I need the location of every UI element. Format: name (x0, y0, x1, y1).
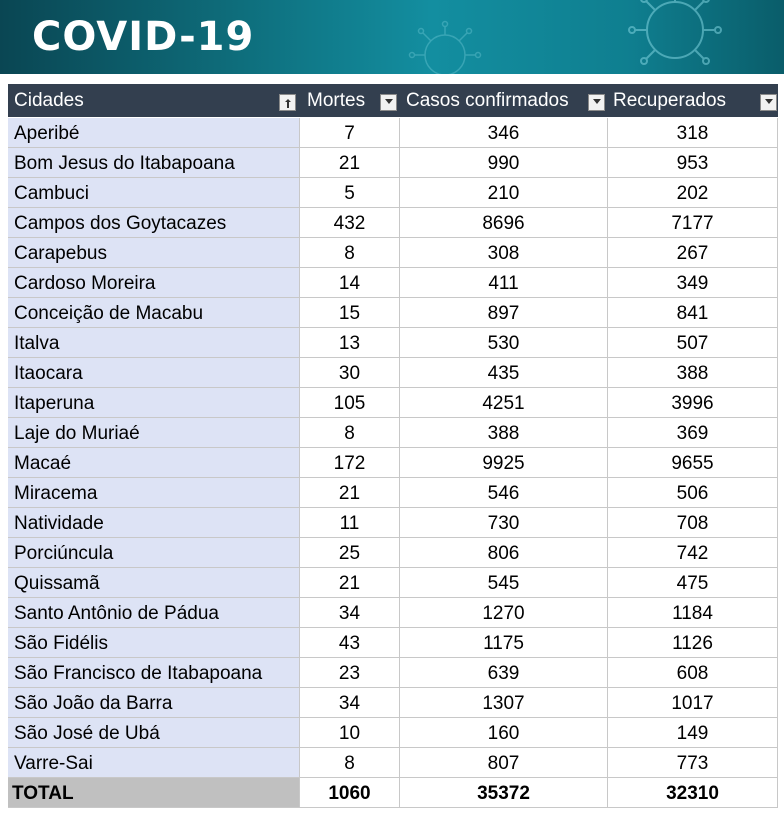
table-row (8, 478, 778, 508)
recovered-cell[interactable]: 1126 (608, 628, 778, 658)
confirmed-cell[interactable]: 308 (400, 238, 608, 268)
table-row (8, 418, 778, 448)
deaths-cell[interactable]: 21 (300, 568, 400, 598)
table-header-row (8, 84, 778, 117)
table-row (8, 448, 778, 478)
city-cell[interactable]: Miracema (8, 478, 300, 508)
city-cell[interactable]: Aperibé (8, 118, 300, 148)
city-cell[interactable]: São Fidélis (8, 628, 300, 658)
recovered-cell[interactable]: 202 (608, 178, 778, 208)
table-row (8, 238, 778, 268)
deaths-cell[interactable]: 14 (300, 268, 400, 298)
city-cell[interactable]: Macaé (8, 448, 300, 478)
header-casos-confirmados[interactable]: Casos confirmados (406, 90, 569, 111)
recovered-cell[interactable]: 7177 (608, 208, 778, 238)
table-row (8, 598, 778, 628)
deaths-cell[interactable]: 172 (300, 448, 400, 478)
covid-banner (0, 0, 784, 74)
table-row (8, 118, 778, 148)
recovered-cell[interactable]: 708 (608, 508, 778, 538)
confirmed-cell[interactable]: 807 (400, 748, 608, 778)
table-row (8, 658, 778, 688)
confirmed-cell[interactable]: 346 (400, 118, 608, 148)
total-row (8, 778, 778, 808)
table-right-border (777, 118, 778, 808)
city-cell[interactable]: Campos dos Goytacazes (8, 208, 300, 238)
recovered-cell[interactable]: 507 (608, 328, 778, 358)
dropdown-filter-icon[interactable] (380, 94, 397, 111)
table-row (8, 538, 778, 568)
recovered-cell[interactable]: 369 (608, 418, 778, 448)
recovered-cell[interactable]: 149 (608, 718, 778, 748)
deaths-cell[interactable]: 30 (300, 358, 400, 388)
confirmed-cell[interactable]: 1307 (400, 688, 608, 718)
virus-icon (390, 20, 500, 74)
table-row (8, 748, 778, 778)
recovered-cell[interactable]: 3996 (608, 388, 778, 418)
total-recovered-cell[interactable]: 32310 (608, 778, 778, 808)
total-confirmed-cell[interactable]: 35372 (400, 778, 608, 808)
recovered-cell[interactable]: 1017 (608, 688, 778, 718)
confirmed-cell[interactable]: 990 (400, 148, 608, 178)
deaths-cell[interactable]: 8 (300, 238, 400, 268)
table-row (8, 178, 778, 208)
city-cell[interactable]: São João da Barra (8, 688, 300, 718)
deaths-cell[interactable]: 34 (300, 598, 400, 628)
recovered-cell[interactable]: 318 (608, 118, 778, 148)
table-row (8, 298, 778, 328)
deaths-cell[interactable]: 43 (300, 628, 400, 658)
recovered-cell[interactable]: 267 (608, 238, 778, 268)
confirmed-cell[interactable]: 806 (400, 538, 608, 568)
recovered-cell[interactable]: 9655 (608, 448, 778, 478)
deaths-cell[interactable]: 15 (300, 298, 400, 328)
city-cell[interactable]: Conceição de Macabu (8, 298, 300, 328)
city-cell[interactable]: Varre-Sai (8, 748, 300, 778)
table-row (8, 628, 778, 658)
city-cell[interactable]: Santo Antônio de Pádua (8, 598, 300, 628)
confirmed-cell[interactable]: 639 (400, 658, 608, 688)
deaths-cell[interactable]: 432 (300, 208, 400, 238)
city-cell[interactable]: São José de Ubá (8, 718, 300, 748)
deaths-cell[interactable]: 34 (300, 688, 400, 718)
table-row (8, 688, 778, 718)
table-row (8, 208, 778, 238)
city-cell[interactable]: Carapebus (8, 238, 300, 268)
virus-icon (600, 0, 750, 70)
table-row (8, 388, 778, 418)
confirmed-cell[interactable]: 546 (400, 478, 608, 508)
deaths-cell[interactable]: 21 (300, 478, 400, 508)
confirmed-cell[interactable]: 9925 (400, 448, 608, 478)
dropdown-filter-icon[interactable] (760, 94, 777, 111)
recovered-cell[interactable]: 475 (608, 568, 778, 598)
city-cell[interactable]: Itaperuna (8, 388, 300, 418)
confirmed-cell[interactable]: 1270 (400, 598, 608, 628)
table-row (8, 148, 778, 178)
deaths-cell[interactable]: 5 (300, 178, 400, 208)
total-label-cell[interactable]: TOTAL (8, 778, 300, 808)
banner-title: COVID-19 (32, 14, 255, 60)
city-cell[interactable]: Porciúncula (8, 538, 300, 568)
city-cell[interactable]: Italva (8, 328, 300, 358)
deaths-cell[interactable]: 8 (300, 418, 400, 448)
city-cell[interactable]: Quissamã (8, 568, 300, 598)
city-cell[interactable]: Bom Jesus do Itabapoana (8, 148, 300, 178)
header-cidades[interactable]: Cidades (14, 90, 84, 111)
deaths-cell[interactable]: 13 (300, 328, 400, 358)
deaths-cell[interactable]: 7 (300, 118, 400, 148)
header-mortes[interactable]: Mortes (307, 90, 366, 111)
table-row (8, 358, 778, 388)
confirmed-cell[interactable]: 1175 (400, 628, 608, 658)
confirmed-cell[interactable]: 160 (400, 718, 608, 748)
deaths-cell[interactable]: 21 (300, 148, 400, 178)
city-cell[interactable]: Natividade (8, 508, 300, 538)
sort-ascending-filter-icon[interactable] (279, 94, 296, 111)
recovered-cell[interactable]: 349 (608, 268, 778, 298)
city-cell[interactable]: Laje do Muriaé (8, 418, 300, 448)
deaths-cell[interactable]: 105 (300, 388, 400, 418)
table-row (8, 568, 778, 598)
city-cell[interactable]: Cambuci (8, 178, 300, 208)
recovered-cell[interactable]: 773 (608, 748, 778, 778)
recovered-cell[interactable]: 1184 (608, 598, 778, 628)
recovered-cell[interactable]: 841 (608, 298, 778, 328)
confirmed-cell[interactable]: 435 (400, 358, 608, 388)
city-cell[interactable]: São Francisco de Itabapoana (8, 658, 300, 688)
confirmed-cell[interactable]: 210 (400, 178, 608, 208)
confirmed-cell[interactable]: 388 (400, 418, 608, 448)
header-recuperados[interactable]: Recuperados (613, 90, 727, 111)
table-row (8, 718, 778, 748)
confirmed-cell[interactable]: 530 (400, 328, 608, 358)
deaths-cell[interactable]: 11 (300, 508, 400, 538)
confirmed-cell[interactable]: 8696 (400, 208, 608, 238)
confirmed-cell[interactable]: 897 (400, 298, 608, 328)
table-row (8, 268, 778, 298)
recovered-cell[interactable]: 953 (608, 148, 778, 178)
deaths-cell[interactable]: 10 (300, 718, 400, 748)
deaths-cell[interactable]: 25 (300, 538, 400, 568)
recovered-cell[interactable]: 742 (608, 538, 778, 568)
table-row (8, 328, 778, 358)
recovered-cell[interactable]: 388 (608, 358, 778, 388)
table-row (8, 508, 778, 538)
deaths-cell[interactable]: 23 (300, 658, 400, 688)
confirmed-cell[interactable]: 730 (400, 508, 608, 538)
confirmed-cell[interactable]: 545 (400, 568, 608, 598)
city-cell[interactable]: Cardoso Moreira (8, 268, 300, 298)
confirmed-cell[interactable]: 411 (400, 268, 608, 298)
deaths-cell[interactable]: 8 (300, 748, 400, 778)
recovered-cell[interactable]: 608 (608, 658, 778, 688)
recovered-cell[interactable]: 506 (608, 478, 778, 508)
city-cell[interactable]: Itaocara (8, 358, 300, 388)
dropdown-filter-icon[interactable] (588, 94, 605, 111)
total-deaths-cell[interactable]: 1060 (300, 778, 400, 808)
confirmed-cell[interactable]: 4251 (400, 388, 608, 418)
